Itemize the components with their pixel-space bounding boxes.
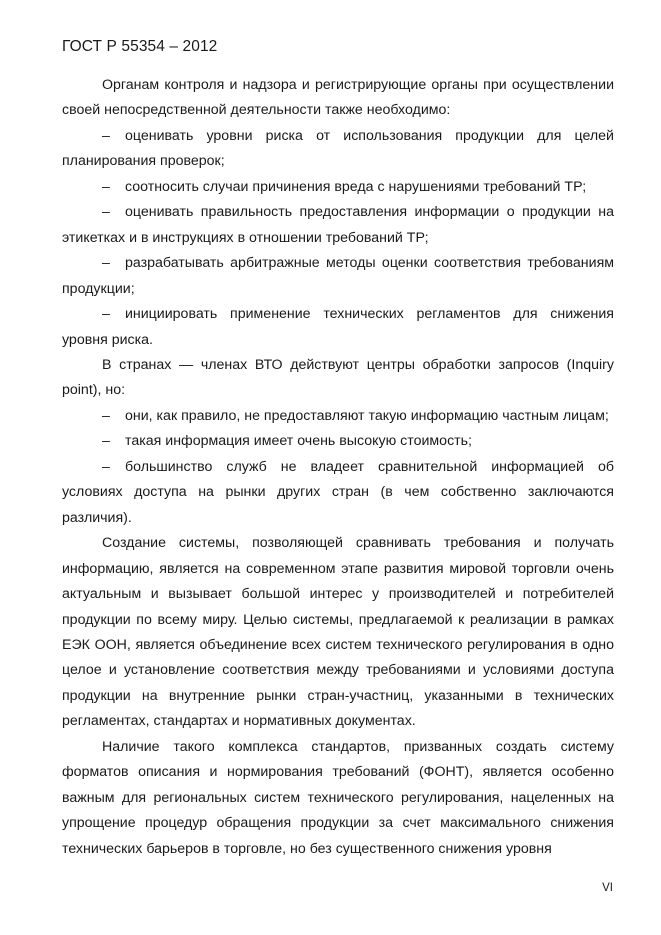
dash-marker: – bbox=[102, 255, 110, 272]
paragraph-intro bbox=[62, 73, 614, 124]
list-item bbox=[62, 404, 614, 429]
paragraph-font bbox=[62, 735, 614, 862]
body-text bbox=[62, 73, 614, 862]
list-item bbox=[62, 251, 614, 302]
paragraph-text: Наличие такого комплекса стандартов, призванных создать систему форматов описания и нормирования требований (ФОНТ), является особенно важным для региональных систем технического регулирования, нацеленных на упрощение процедур обращения продукции за счет максимального снижения технических барьеров в торговле, но без существенного снижения уровня bbox=[62, 738, 614, 857]
list-item bbox=[62, 200, 614, 251]
list-item bbox=[62, 175, 614, 200]
list-item-text: они, как правило, не предоставляют такую информацию частным лицам; bbox=[125, 407, 609, 424]
paragraph-system bbox=[62, 531, 614, 735]
dash-marker: – bbox=[102, 433, 110, 450]
dash-marker: – bbox=[102, 127, 110, 144]
list-item-text: оценивать уровни риска от использования продукции для целей планирования проверок; bbox=[62, 127, 614, 170]
page-number: VI bbox=[602, 882, 613, 894]
list-item-text: разрабатывать арбитражные методы оценки соответствия требованиям продукции; bbox=[62, 255, 614, 297]
list-item-text: такая информация имеет очень высокую стоимость; bbox=[125, 433, 472, 450]
paragraph-text: Создание системы, позволяющей сравнивать требования и получать информацию, является на современном этапе развития мировой торговли очень актуальным и вызывает большой интерес у производителей и потребителей продукции по всему миру. Целью системы, предлагаемой к реализации в рамках ЕЭК ООН, является объединение всех систем технического регулирования в одно целое и установление соответствия между требованиями и условиями доступа продукции на внутренние рынки стран-участниц, указанными в технических регламентах, стандартах и нормативных документах. bbox=[62, 535, 614, 730]
list-item-text: большинство служб не владеет сравнительной информацией об условиях доступа на рынки других стран (в чем собственно заключаются различия). bbox=[62, 458, 614, 526]
list-item bbox=[62, 429, 614, 454]
list-item bbox=[62, 302, 614, 353]
dash-marker: – bbox=[102, 407, 110, 424]
dash-marker: – bbox=[102, 458, 110, 475]
dash-marker: – bbox=[102, 178, 110, 195]
dash-marker: – bbox=[102, 204, 110, 221]
list-item-text: оценивать правильность предоставления информации о продукции на этикетках и в инструкциях в отношении требований ТР; bbox=[62, 204, 614, 246]
paragraph-text: В странах — членах ВТО действуют центры обработки запросов (Inquiry point), но: bbox=[62, 356, 614, 399]
paragraph-text: Органам контроля и надзора и регистрирующие органы при осуществлении своей непосредственной деятельности также необходимо: bbox=[62, 77, 614, 119]
list-item-text: инициировать применение технических регламентов для снижения уровня риска. bbox=[62, 306, 614, 348]
list-item bbox=[62, 455, 614, 531]
paragraph-wto bbox=[62, 353, 614, 404]
list-item-text: соотносить случаи причинения вреда с нарушениями требований ТР; bbox=[125, 178, 587, 195]
list-item bbox=[62, 124, 614, 175]
dash-marker: – bbox=[102, 306, 110, 323]
document-header: ГОСТ Р 55354 – 2012 bbox=[62, 38, 218, 55]
